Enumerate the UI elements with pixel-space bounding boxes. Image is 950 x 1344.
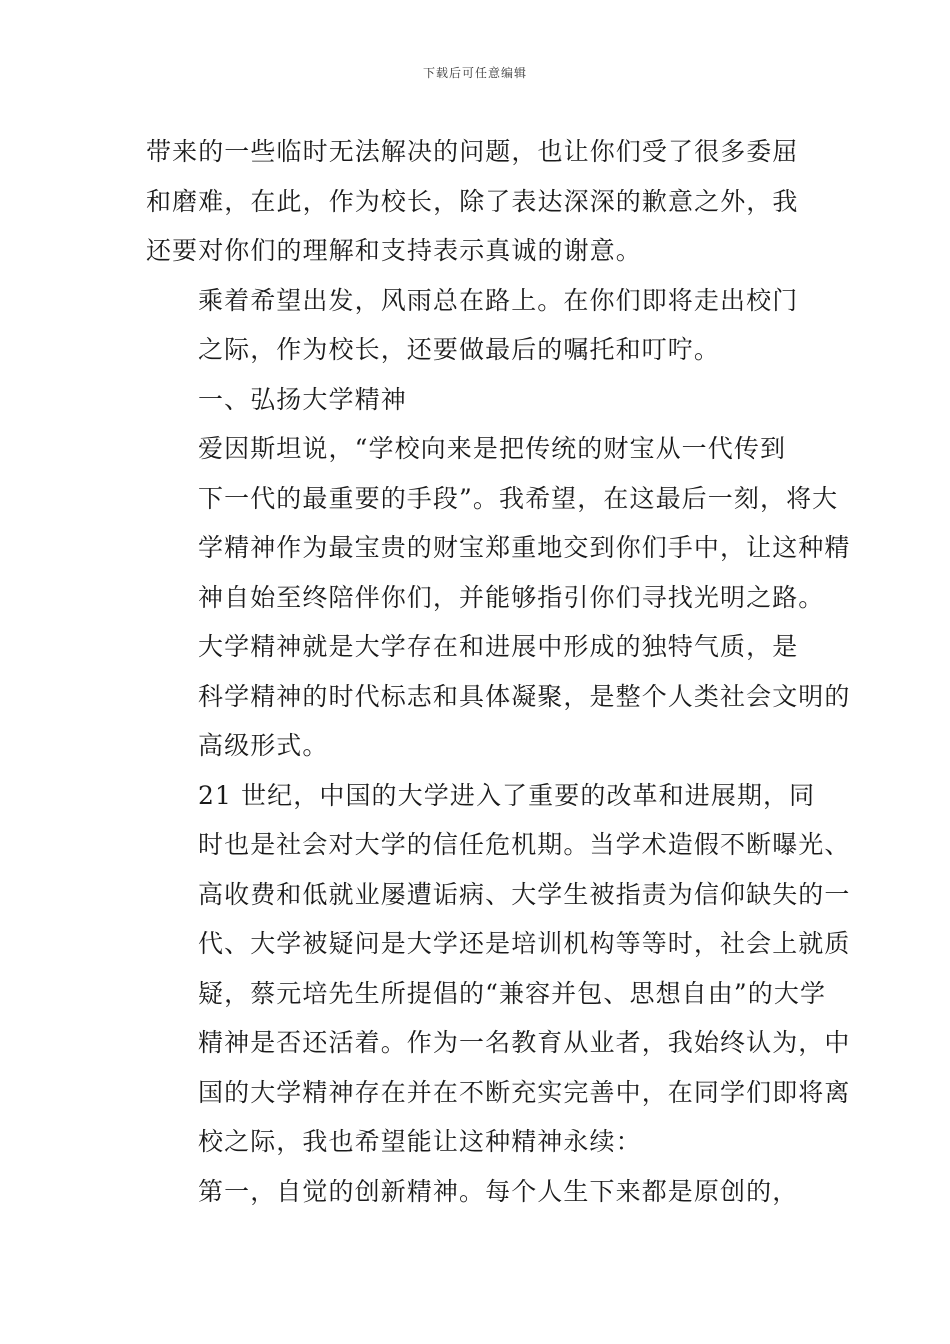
- text-line: 校之际，我也希望能让这种精神永续：: [198, 1127, 642, 1156]
- text-line: 时也是社会对大学的信任危机期。当学术造假不断曝光、: [198, 830, 851, 859]
- text-line: 国的大学精神存在并在不断充实完善中，在同学们即将离: [198, 1077, 851, 1107]
- text-line: 21 世纪，中国的大学进入了重要的改革和进展期，同: [198, 780, 816, 810]
- paragraph: [146, 424, 851, 622]
- paragraph: [146, 127, 810, 276]
- text-line: 学精神作为最宝贵的财宝郑重地交到你们手中，让这种精: [198, 533, 851, 562]
- paragraph: [146, 622, 851, 771]
- text-line: 精神是否还活着。作为一名教育从业者，我始终认为，中: [198, 1028, 851, 1057]
- text-line: 高收费和低就业屡遭诟病、大学生被指责为信仰缺失的一: [198, 879, 851, 909]
- text-line: 代、大学被疑问是大学还是培训机构等等时，社会上就质: [198, 929, 851, 958]
- text-line: 下一代的最重要的手段”。我希望，在这最后一刻，将大: [198, 483, 839, 513]
- paragraph: [146, 276, 810, 375]
- text-line: 神自始至终陪伴你们，并能够指引你们寻找光明之路。: [198, 582, 825, 612]
- text-line: 还要对你们的理解和支持表示真诚的谢意。: [146, 236, 642, 265]
- text-line: 和磨难，在此，作为校长，除了表达深深的歉意之外，我: [146, 186, 799, 216]
- text-line: 科学精神的时代标志和具体凝聚，是整个人类社会文明的: [198, 681, 851, 711]
- text-line: 乘着希望出发，风雨总在路上。在你们即将走出校门: [198, 285, 799, 315]
- paragraph: [146, 771, 851, 1167]
- text-line: 爱因斯坦说，“学校向来是把传统的财宝从一代传到: [198, 434, 787, 463]
- text-line: 大学精神就是大学存在和进展中形成的独特气质，是: [198, 632, 799, 661]
- page-header: 下载后可任意编辑: [422, 66, 527, 80]
- document-body: [146, 127, 851, 1216]
- text-line: 之际，作为校长，还要做最后的嘱托和叮咛。: [198, 335, 721, 364]
- text-line: 第一，自觉的创新精神。每个人生下来都是原创的，: [198, 1176, 799, 1206]
- section-heading: [146, 375, 810, 425]
- text-line: 带来的一些临时无法解决的问题，也让你们受了很多委屈: [146, 137, 799, 166]
- text-line: 一、弘扬大学精神: [198, 384, 407, 414]
- text-line: 疑，蔡元培先生所提倡的“兼容并包、思想自由”的大学: [198, 978, 827, 1008]
- paragraph: [146, 1167, 810, 1217]
- text-line: 高级形式。: [198, 731, 329, 760]
